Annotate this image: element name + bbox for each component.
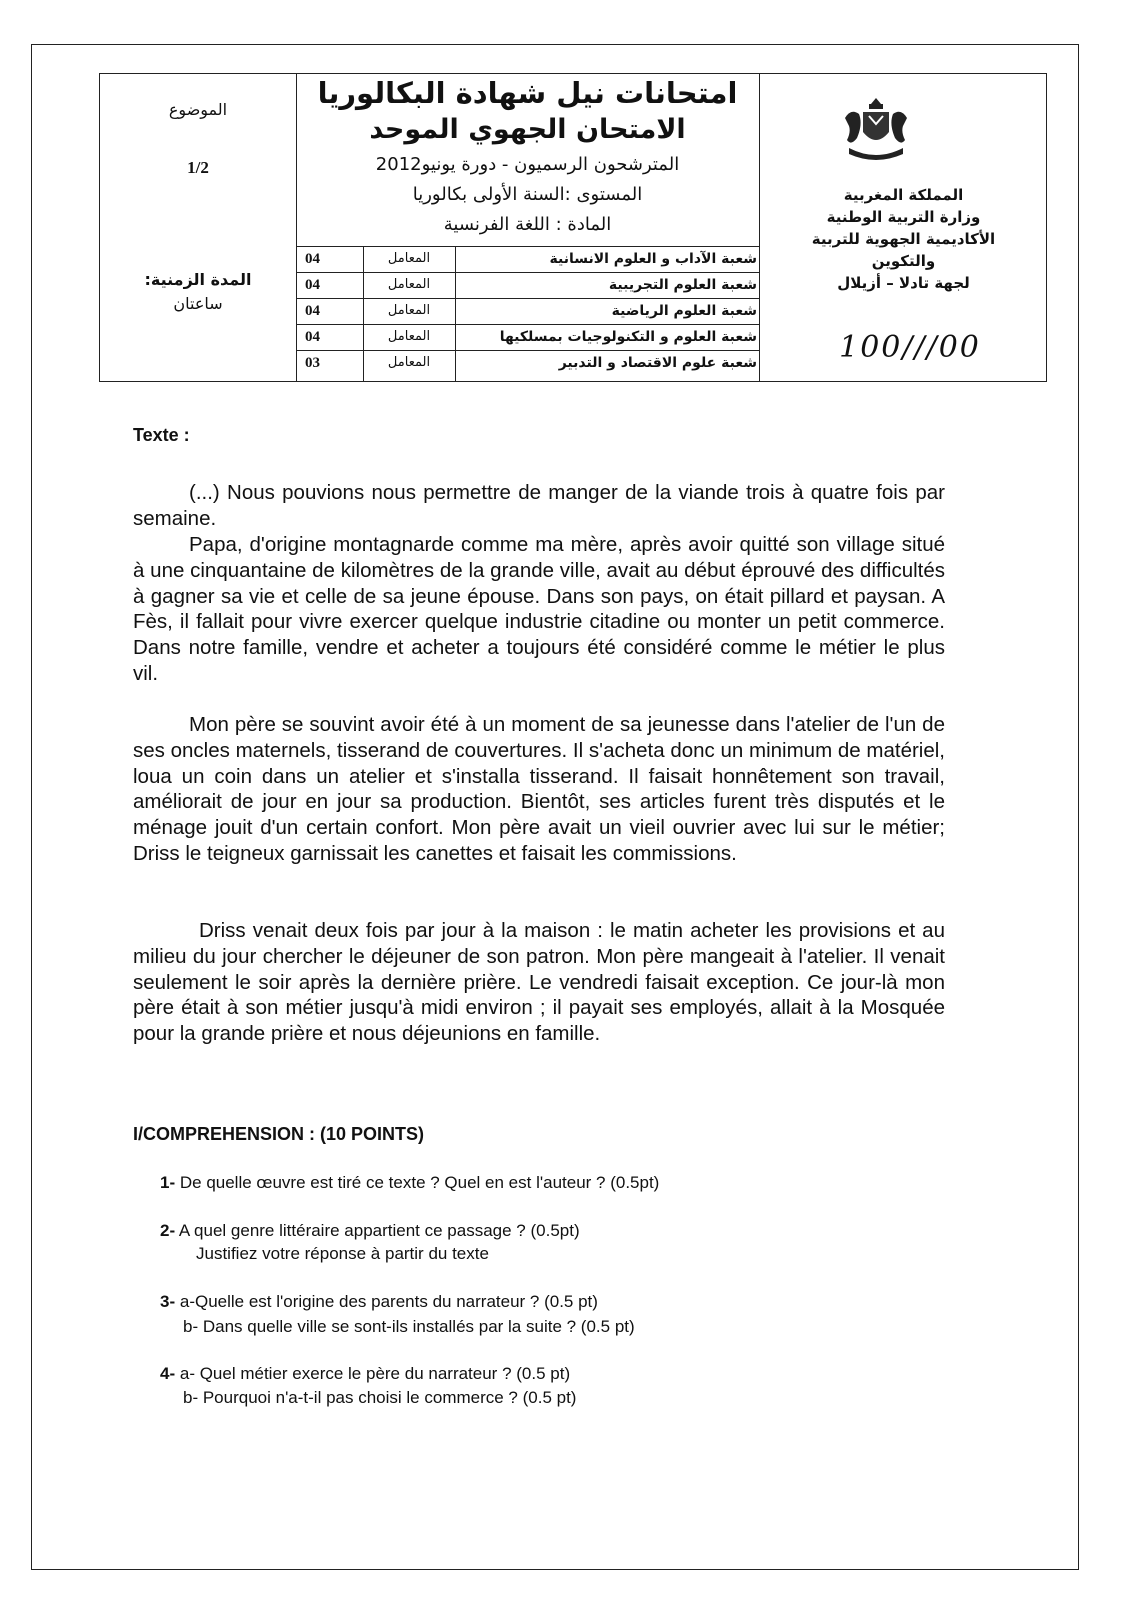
country-name: المملكة المغربية xyxy=(843,186,964,204)
text-paragraph-4: Driss venait deux fois par jour à la maison : le matin acheter les provisions et au milieu du jour chercher le déjeuner de son patron. Mon père mangeait à l'atelier. Il venait seulement le soir après la dernière prière. Le vendredi faisait exception. Ce jour-là mon père était à son métier jusqu'à midi environ ; il payait ses employés, allait à la Mosquée pour la grande prière et nous déjeunions en famille. xyxy=(133,919,945,1046)
ministry: وزارة التربية الوطنية xyxy=(826,208,981,226)
academy: الأكاديمية الجهوية للتربية xyxy=(811,230,996,248)
branch-coef: 04 xyxy=(305,277,320,293)
exam-header xyxy=(99,73,1047,382)
branch-name: شعبة علوم الاقتصاد و التدبير xyxy=(558,355,757,371)
region: لجهة تادلا – أزيلال xyxy=(837,274,970,292)
duration-value: ساعتان xyxy=(173,294,223,313)
question-number: 3- xyxy=(160,1292,176,1311)
exam-title: امتحانات نيل شهادة البكالوريا xyxy=(317,76,738,110)
branch-coef-label: المعامل xyxy=(387,277,431,292)
academy-training: والتكوين xyxy=(871,252,936,270)
branch-coef: 04 xyxy=(305,303,320,319)
question-number: 1- xyxy=(160,1173,176,1192)
subject-label: الموضوع xyxy=(168,100,228,119)
question-text: a- Quel métier exerce le père du narrateur ? (0.5 pt) xyxy=(179,1364,571,1383)
branch-coef-label: المعامل xyxy=(387,251,431,266)
coat-of-arms-icon xyxy=(841,96,911,162)
question-text: A quel genre littéraire appartient ce passage ? (0.5pt) xyxy=(178,1221,580,1240)
exam-code: 100///00 xyxy=(839,330,981,365)
question-2-note: Justifiez votre réponse à partir du texte xyxy=(196,1244,489,1263)
text-label: Texte : xyxy=(133,425,190,445)
branch-name: شعبة العلوم التجريبية xyxy=(608,277,757,293)
question-text: a-Quelle est l'origine des parents du narrateur ? (0.5 pt) xyxy=(179,1292,598,1311)
question-number: 2- xyxy=(160,1221,176,1240)
subject: المادة : اللغة الفرنسية xyxy=(443,214,612,235)
exam-subtitle: الامتحان الجهوي الموحد xyxy=(369,114,686,145)
question-4b: b- Pourquoi n'a-t-il pas choisi le commerce ? (0.5 pt) xyxy=(183,1388,577,1407)
text-paragraph-1: (...) Nous pouvions nous permettre de manger de la viande trois à quatre fois par semaine. xyxy=(133,481,945,530)
question-3b: b- Dans quelle ville se sont-ils installés par la suite ? (0.5 pt) xyxy=(183,1317,635,1336)
session: المترشحون الرسميون - دورة يونيو2012 xyxy=(375,154,680,175)
branch-coef-label: المعامل xyxy=(387,329,431,344)
branch-name: شعبة العلوم الرياضية xyxy=(611,303,757,319)
text-paragraph-3: Mon père se souvint avoir été à un moment de sa jeunesse dans l'atelier de l'un de ses oncles maternels, tisserand de couvertures. Il s'acheta donc un minimum de matériel, loua un coin dans un atelier et s'installa tisserand. Il faisait honnêtement son travail, améliorait de jour en jour sa production. Bientôt, ses articles furent très disputés et le ménage jouit d'un certain confort. Mon père avait un vieil ouvrier avec lui sur le métier; Driss le teigneux garnissait les canettes et faisait les commissions. xyxy=(133,713,945,865)
question-4 xyxy=(160,1363,570,1384)
branch-coef: 04 xyxy=(305,329,320,345)
question-text: De quelle œuvre est tiré ce texte ? Quel en est l'auteur ? (0.5pt) xyxy=(179,1173,660,1192)
page-number: 1/2 xyxy=(187,158,209,177)
branch-coef: 04 xyxy=(305,251,320,267)
question-3 xyxy=(160,1291,598,1312)
level: المستوى :السنة الأولى بكالوريا xyxy=(412,184,643,205)
question-2 xyxy=(160,1220,580,1241)
branch-coef-label: المعامل xyxy=(387,303,431,318)
comprehension-title: I/COMPREHENSION : (10 POINTS) xyxy=(133,1124,425,1144)
branch-name: شعبة الآداب و العلوم الانسانية xyxy=(549,251,757,267)
branch-coef: 03 xyxy=(305,355,320,371)
branch-coef-label: المعامل xyxy=(387,355,431,370)
duration-label: المدة الزمنية: xyxy=(144,270,252,289)
question-number: 4- xyxy=(160,1364,176,1383)
question-1 xyxy=(160,1172,659,1193)
branch-name: شعبة العلوم و التكنولوجيات بمسلكيها xyxy=(499,329,757,345)
text-paragraph-2: Papa, d'origine montagnarde comme ma mère, après avoir quitté son village situé à une cinquantaine de kilomètres de la grande ville, avait au début éprouvé des difficultés à gagner sa vie et celle de sa jeune épouse. Dans son pays, on était pillard et paysan. A Fès, il fallait pour vivre exercer quelque industrie citadine ou monter un petit commerce. Dans notre famille, vendre et acheter a toujours été considéré comme le métier le plus vil. xyxy=(133,533,945,685)
header-divider-right xyxy=(759,74,760,381)
